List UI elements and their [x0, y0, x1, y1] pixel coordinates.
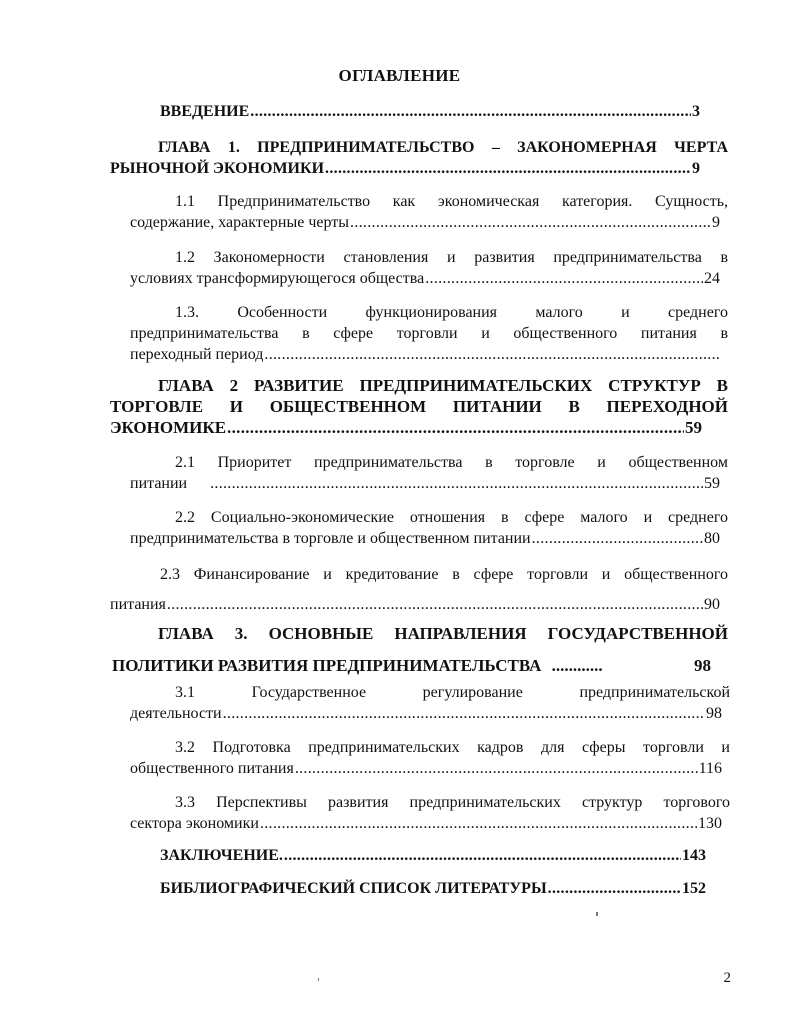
dot-leader: [284, 845, 681, 866]
scan-speck: [596, 912, 598, 916]
toc-section-title-last-line: [130, 344, 720, 365]
dot-leader: [350, 212, 711, 233]
toc-section-title-line: 2.3 Финансирование и кредитование в сфере торговли и общественного: [160, 566, 728, 583]
toc-page-number: 116: [698, 760, 722, 777]
dot-leader: [260, 813, 697, 834]
dot-leader: ............: [551, 656, 603, 675]
toc-section-1-2[interactable]: [130, 247, 728, 289]
toc-page-number: 90: [704, 596, 720, 613]
toc-page-number: 143: [682, 847, 706, 864]
toc-section-title-line: предпринимательства в сфере торговли и общественного питания в: [130, 325, 728, 342]
toc-page-number: 80: [704, 530, 720, 547]
toc-chapter-2[interactable]: [110, 375, 728, 438]
toc-entry-label: содержание, характерные черты: [130, 214, 350, 231]
toc-section-title-line: 2.2 Социально-экономические отношения в сфере малого и среднего: [175, 509, 728, 526]
toc-page-number: 98: [706, 705, 722, 722]
toc-entry-label: ПОЛИТИКИ РАЗВИТИЯ ПРЕДПРИНИМАТЕЛЬСТВА: [112, 656, 542, 675]
dot-leader: [425, 268, 703, 289]
page-number: 2: [723, 970, 731, 986]
toc-page-number: 152: [682, 880, 706, 897]
scan-speck: [318, 978, 319, 981]
toc-page-number: 98: [694, 656, 711, 675]
toc-chapter-title-line: ГЛАВА 2 РАЗВИТИЕ ПРЕДПРИНИМАТЕЛЬСКИХ СТРУКТУР В: [158, 376, 728, 395]
toc-entry-intro[interactable]: [160, 101, 700, 122]
toc-chapter-title-line: ГЛАВА 3. ОСНОВНЫЕ НАПРАВЛЕНИЯ ГОСУДАРСТВЕННОЙ: [158, 624, 728, 643]
toc-section-title-last-line: [130, 473, 720, 494]
toc-section-title-last-line: [130, 703, 722, 724]
toc-entry-label: питании: [130, 475, 188, 492]
toc-entry-label: общественного питания: [130, 760, 294, 777]
toc-page-number: 24: [704, 270, 720, 287]
toc-section-title-line: 1.3. Особенности функционирования малого и среднего: [175, 304, 728, 321]
toc-section-2-1[interactable]: [130, 452, 728, 494]
toc-entry-label: ЭКОНОМИКЕ: [110, 418, 227, 437]
toc-section-title-line: 3.1 Государственное регулирование предпринимательской: [175, 684, 730, 701]
toc-chapter-1[interactable]: [110, 137, 728, 179]
dot-leader: [325, 158, 691, 179]
toc-entry-label: ЗАКЛЮЧЕНИЕ.: [160, 847, 283, 864]
dot-leader: [548, 878, 681, 899]
toc-section-title-line: 1.2 Закономерности становления и развития предпринимательства в: [175, 249, 728, 266]
toc-page-number: 130: [698, 815, 722, 832]
toc-section-title-last-line: [130, 268, 720, 289]
toc-section-title-last-line: [130, 813, 722, 834]
dot-leader: [532, 528, 703, 549]
toc-page-number: 9: [712, 214, 720, 231]
toc-entry-bibliography[interactable]: [160, 878, 706, 899]
toc-section-3-3[interactable]: [130, 792, 730, 834]
toc-section-title-last-line: [110, 590, 720, 620]
toc-chapter-title-last-line: [112, 650, 728, 682]
dot-leader: [167, 590, 703, 620]
toc-section-title-last-line: [130, 212, 720, 233]
toc-entry-label: условиях трансформирующегося общества: [130, 270, 425, 287]
toc-entry-label: ВВЕДЕНИЕ: [160, 103, 250, 120]
toc-entry-label: переходный период: [130, 346, 264, 363]
toc-chapter-3[interactable]: [112, 618, 728, 682]
toc-chapter-title-line: ГЛАВА 1. ПРЕДПРИНИМАТЕЛЬСТВО – ЗАКОНОМЕРНАЯ ЧЕРТА: [158, 139, 728, 156]
toc-section-title-last-line: [130, 528, 720, 549]
toc-entry-label: предпринимательства в торговле и общественном питании: [130, 530, 531, 547]
dot-leader: [210, 473, 703, 494]
toc-page-number: 3: [692, 103, 700, 120]
toc-section-3-1[interactable]: [130, 682, 730, 724]
dot-leader: [295, 758, 698, 779]
toc-section-2-2[interactable]: [130, 507, 728, 549]
toc-section-1-1[interactable]: [130, 191, 728, 233]
page-title: ОГЛАВЛЕНИЕ: [338, 66, 461, 85]
toc-page-number: 9: [692, 160, 700, 177]
toc-chapter-title-last-line: [110, 158, 700, 179]
toc-entry-label: РЫНОЧНОЙ ЭКОНОМИКИ: [110, 160, 325, 177]
toc-entry-label: сектора экономики: [130, 815, 259, 832]
toc-chapter-title-last-line: [110, 417, 702, 438]
dot-leader: [227, 417, 684, 438]
toc-chapter-title-line: ТОРГОВЛЕ И ОБЩЕСТВЕННОМ ПИТАНИИ В ПЕРЕХОДНОЙ: [110, 397, 728, 416]
toc-section-title-line: 3.2 Подготовка предпринимательских кадров для сферы торговли и: [175, 739, 730, 756]
toc-entry-label: деятельности: [130, 705, 222, 722]
toc-section-1-3[interactable]: [130, 302, 728, 365]
dot-leader: [223, 703, 705, 724]
toc-section-title-line: 1.1 Предпринимательство как экономическая категория. Сущность,: [175, 193, 728, 210]
toc-page-number: 59: [704, 475, 720, 492]
toc-entry-conclusion[interactable]: [160, 845, 706, 866]
toc-entry-label: питания: [110, 596, 166, 613]
toc-section-3-2[interactable]: [130, 737, 730, 779]
toc-entry-label: БИБЛИОГРАФИЧЕСКИЙ СПИСОК ЛИТЕРАТУРЫ: [160, 880, 547, 897]
toc-section-title-last-line: [130, 758, 722, 779]
dot-leader: [264, 344, 719, 365]
toc-page-number: 59: [685, 418, 702, 437]
dot-leader: [250, 101, 691, 122]
toc-section-title-line: 2.1 Приоритет предпринимательства в торговле и общественном: [175, 454, 728, 471]
toc-section-2-3[interactable]: [110, 560, 728, 620]
toc-section-title-line: 3.3 Перспективы развития предпринимательских структур торгового: [175, 794, 730, 811]
